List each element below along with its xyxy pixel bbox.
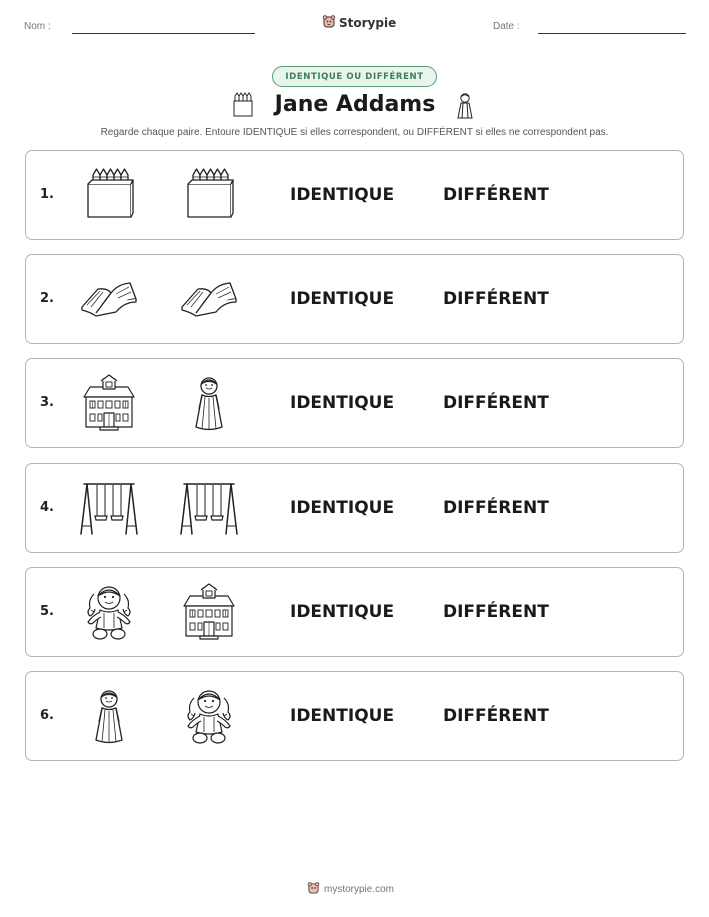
choice-identique[interactable]: IDENTIQUE: [290, 706, 395, 726]
crayon-box-icon: [231, 92, 255, 122]
crayon-box-icon: [178, 165, 240, 227]
footer: [307, 881, 394, 897]
page-title: Jane Addams: [274, 92, 436, 117]
brand-name: Storypie: [339, 15, 397, 30]
row-number: 6.: [40, 708, 54, 723]
worksheet-type-badge: IDENTIQUE OU DIFFÉRENT: [272, 66, 437, 87]
brand-logo: [322, 14, 396, 31]
pair-row: [25, 671, 684, 761]
choice-different[interactable]: DIFFÉRENT: [443, 185, 549, 205]
swing-set-icon: [78, 478, 140, 540]
choice-different[interactable]: DIFFÉRENT: [443, 498, 549, 518]
choice-identique[interactable]: IDENTIQUE: [290, 498, 395, 518]
instructions: Regarde chaque paire. Entoure IDENTIQUE si elles correspondent, ou DIFFÉRENT si elles ne correspondent pas.: [100, 127, 609, 138]
footer-url: mystorypie.com: [324, 883, 395, 895]
name-field[interactable]: [72, 33, 255, 34]
choice-identique[interactable]: IDENTIQUE: [290, 393, 395, 413]
pair-row: [25, 463, 684, 553]
choice-different[interactable]: DIFFÉRENT: [443, 602, 549, 622]
pair-row: [25, 254, 684, 344]
rag-doll-icon: [178, 686, 240, 748]
choice-identique[interactable]: IDENTIQUE: [290, 289, 395, 309]
open-book-icon: [78, 269, 140, 331]
row-number: 5.: [40, 604, 54, 619]
choice-different[interactable]: DIFFÉRENT: [443, 393, 549, 413]
row-number: 3.: [40, 395, 54, 410]
row-number: 4.: [40, 500, 54, 515]
peg-doll-icon: [78, 686, 140, 748]
peg-doll-icon: [455, 92, 475, 124]
pair-row: [25, 358, 684, 448]
choice-identique[interactable]: IDENTIQUE: [290, 602, 395, 622]
name-label: Nom :: [24, 21, 51, 32]
peg-doll-icon: [178, 373, 240, 435]
pair-row: [25, 567, 684, 657]
choice-identique[interactable]: IDENTIQUE: [290, 185, 395, 205]
swing-set-icon: [178, 478, 240, 540]
crayon-box-icon: [78, 165, 140, 227]
date-label: Date :: [493, 21, 520, 32]
pair-row: [25, 150, 684, 240]
house-icon: [178, 582, 240, 644]
open-book-icon: [178, 269, 240, 331]
date-field[interactable]: [538, 33, 686, 34]
storypie-mascot-icon: [307, 881, 320, 897]
rag-doll-icon: [78, 582, 140, 644]
storypie-mascot-icon: [322, 14, 336, 31]
house-icon: [78, 373, 140, 435]
row-number: 2.: [40, 291, 54, 306]
choice-different[interactable]: DIFFÉRENT: [443, 289, 549, 309]
choice-different[interactable]: DIFFÉRENT: [443, 706, 549, 726]
row-number: 1.: [40, 187, 54, 202]
